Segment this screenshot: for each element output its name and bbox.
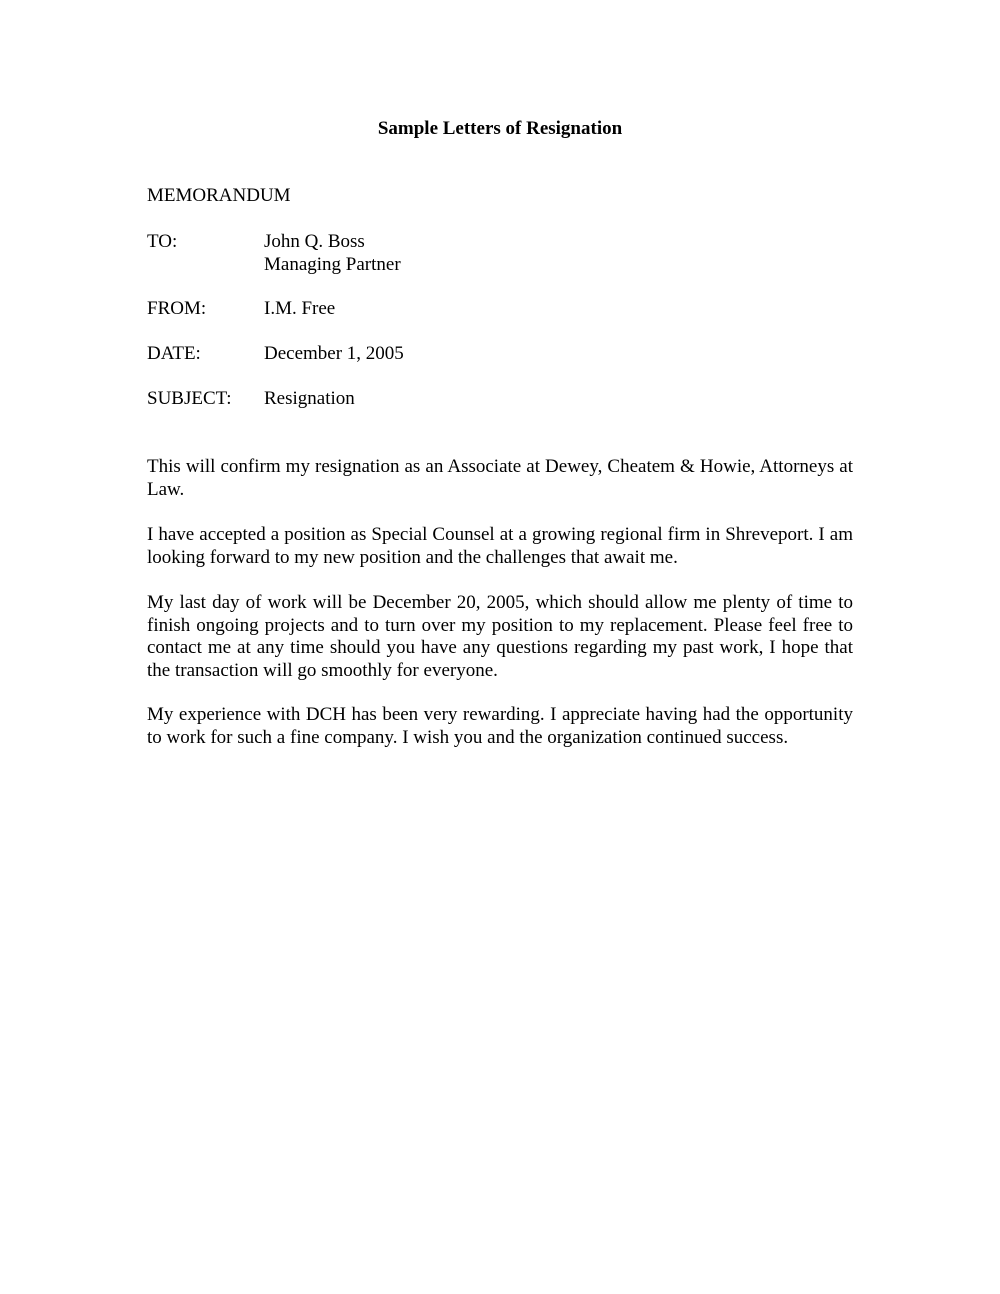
to-label: TO: [147, 231, 178, 252]
date-label: DATE: [147, 343, 201, 364]
body-paragraph-1: This will confirm my resignation as an Associate at Dewey, Cheatem & Howie, Attorneys at Law. [147, 456, 853, 500]
body-paragraph-3: My last day of work will be December 20, 2005, which should allow me plenty of time to finish ongoing projects and to turn over my position to my replacement. Please feel free to contact me at any time should you have any questions regarding my past work, I hope that the transaction will go smoothly for everyone. [147, 592, 853, 682]
memo-heading: MEMORANDUM [147, 185, 291, 206]
document-title: Sample Letters of Resignation [377, 118, 623, 139]
date-value: December 1, 2005 [264, 343, 404, 364]
subject-value: Resignation [264, 388, 355, 409]
from-label: FROM: [147, 298, 207, 319]
body-paragraph-4: My experience with DCH has been very rewarding. I appreciate having had the opportunity to work for such a fine company. I wish you and the organization continued success. [147, 704, 853, 748]
to-name: John Q. Boss [264, 231, 365, 252]
to-title: Managing Partner [264, 254, 401, 275]
subject-label: SUBJECT: [147, 388, 232, 409]
body-paragraph-2: I have accepted a position as Special Counsel at a growing regional firm in Shreveport. I am looking forward to my new position and the challenges that await me. [147, 524, 853, 568]
from-value: I.M. Free [264, 298, 336, 319]
